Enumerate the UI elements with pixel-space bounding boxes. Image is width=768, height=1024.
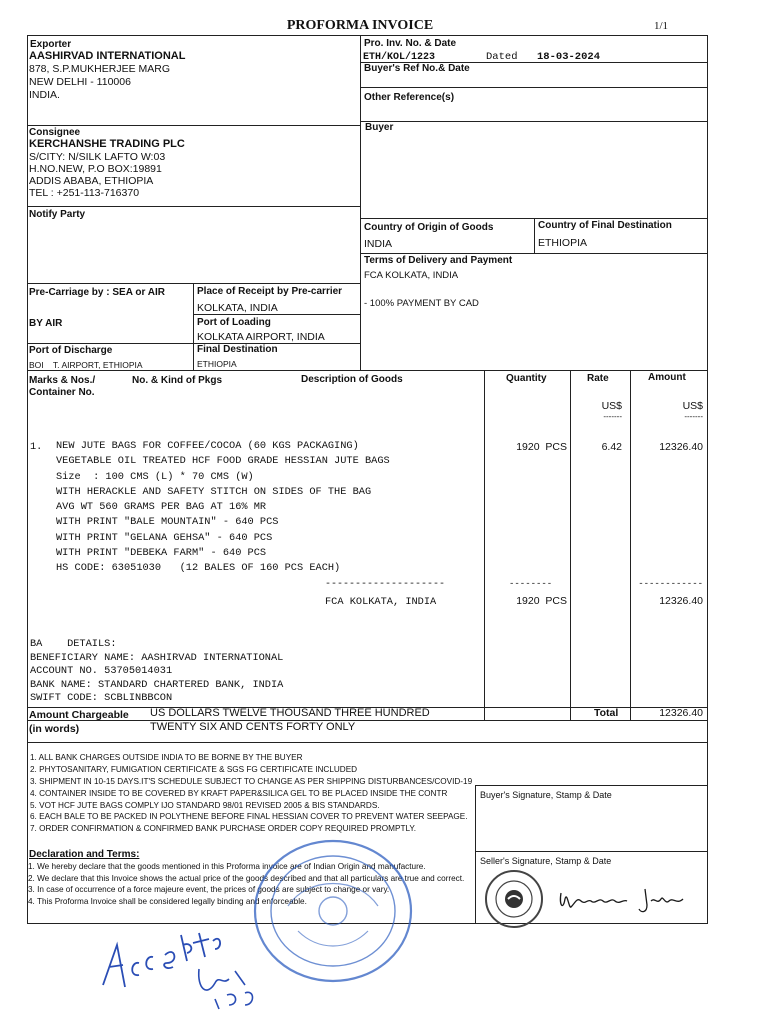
invoice-number-label: Pro. Inv. No. & Date — [364, 38, 457, 49]
bank-line: BANK NAME: STANDARD CHARTERED BANK, INDIA — [30, 678, 284, 691]
rate-currency: US$ — [601, 400, 622, 412]
goods-line: NEW JUTE BAGS FOR COFFEE/COCOA (60 KGS PACKAGING) — [56, 440, 359, 452]
buyer-ref-label: Buyer's Ref No.& Date — [364, 63, 470, 74]
buyer-signature-label: Buyer's Signature, Stamp & Date — [480, 790, 612, 800]
port-of-loading-label: Port of Loading — [197, 317, 271, 328]
description-label: Description of Goods — [301, 374, 403, 385]
subtotal-quantity: 1920 PCS — [516, 595, 567, 607]
consignee-label: Consignee — [29, 127, 81, 138]
item-quantity: 1920 PCS — [516, 441, 567, 453]
condition-item: 3. SHIPMENT IN 10-15 DAYS.IT'S SCHEDULE SUBJECT TO CHANGE AS PER SHIPPING DISTURBANCES/COVID-19 — [30, 776, 473, 786]
place-of-receipt-value: KOLKATA, INDIA — [197, 302, 278, 314]
condition-item: 5. VOT HCF JUTE BAGS COMPLY IJO STANDARD 98/01 REVISED 2005 & BIS STANDARDS. — [30, 800, 380, 810]
consignee-address-2: H.NO.NEW, P.O BOX:19891 — [29, 163, 162, 175]
total-label: Total — [594, 707, 619, 719]
payment-terms-value: - 100% PAYMENT BY CAD — [364, 298, 479, 309]
destination-value: ETHIOPIA — [538, 237, 588, 249]
exporter-address-2: NEW DELHI - 110006 — [29, 76, 131, 88]
bank-line: BENEFICIARY NAME: AASHIRVAD INTERNATIONAL — [30, 651, 284, 664]
condition-item: 2. PHYTOSANITARY, FUMIGATION CERTIFICATE & SGS FG CERTIFICATE INCLUDED — [30, 764, 358, 774]
condition-item: 7. ORDER CONFIRMATION & CONFIRMED BANK PURCHASE ORDER COPY REQUIRED PROMPTLY. — [30, 824, 417, 834]
origin-value: INDIA — [364, 238, 393, 250]
goods-line: WITH PRINT "BALE MOUNTAIN" - 640 PCS — [56, 516, 279, 529]
exporter-address-3: INDIA. — [29, 89, 60, 101]
kind-of-pkgs-label: No. & Kind of Pkgs — [132, 375, 222, 386]
destination-label: Country of Final Destination — [538, 220, 672, 231]
declaration-item: 3. In case of occurrence of a force majeure event, the prices of goods are subject to change or vary. — [28, 885, 390, 894]
in-words-label: (in words) — [29, 723, 80, 735]
goods-line: HS CODE: 63051030 (12 BALES OF 160 PCS EACH) — [56, 562, 341, 575]
port-of-discharge-label: Port of Discharge — [29, 345, 113, 356]
notify-party-label: Notify Party — [29, 209, 86, 220]
item-rate: 6.42 — [601, 441, 622, 453]
pre-carriage-value: BY AIR — [29, 318, 63, 329]
invoice-dated-label: Dated — [486, 51, 518, 63]
declaration-item: 4. This Proforma Invoice shall be considered legally binding and enforceable. — [28, 896, 307, 906]
item-amount: 12326.40 — [659, 441, 703, 453]
consignee-address-1: S/CITY: N/SILK LAFTO W:03 — [29, 151, 166, 163]
amount-label: Amount — [648, 372, 686, 383]
seller-signature-label: Seller's Signature, Stamp & Date — [480, 856, 612, 866]
origin-label: Country of Origin of Goods — [364, 222, 494, 233]
exporter-name: AASHIRVAD INTERNATIONAL — [29, 50, 186, 62]
condition-item: 4. CONTAINER INSIDE TO BE COVERED BY KRAFT PAPER&SILICA GEL TO BE PLACED INSIDE THE CONTR — [30, 788, 448, 798]
amount-divider: ------------ — [638, 579, 703, 589]
quantity-divider: -------- — [509, 579, 553, 589]
consignee-name: KERCHANSHE TRADING PLC — [29, 138, 185, 150]
company-stamp — [483, 868, 545, 930]
description-divider: -------------------- — [325, 579, 446, 590]
page-number: 1/1 — [654, 20, 669, 32]
amount-currency: US$ — [682, 400, 703, 412]
rate-underline: ------- — [603, 412, 622, 421]
invoice-number: ETH/KOL/1223 — [363, 52, 436, 63]
rate-label: Rate — [587, 373, 609, 384]
condition-item: 6. EACH BALE TO BE PACKED IN POLYTHENE BEFORE FINAL HESSIAN COVER TO PREVENT WATER SEEPAGE. — [30, 812, 468, 822]
goods-line: WITH PRINT "DEBEKA FARM" - 640 PCS — [56, 547, 267, 560]
quantity-label: Quantity — [506, 373, 547, 384]
consignee-phone: TEL : +251-113-716370 — [29, 187, 140, 199]
conditions-list — [30, 752, 472, 835]
goods-line: WITH PRINT "GELANA GEHSA" - 640 PCS — [56, 531, 273, 544]
final-destination-value: ETHIOPIA — [197, 359, 237, 369]
amount-words-line1: US DOLLARS TWELVE THOUSAND THREE HUNDRED — [150, 707, 430, 719]
declaration-item: 2. We declare that this Invoice shows the actual price of the goods described and that all particulars are true and correct. — [28, 873, 465, 883]
bank-details — [30, 638, 283, 706]
consignee-address-3: ADDIS ABABA, ETHIOPIA — [29, 175, 154, 187]
seller-signature — [555, 883, 695, 919]
item-number: 1. — [30, 441, 43, 453]
final-destination-label: Final Destination — [197, 344, 278, 355]
exporter-address-1: 878, S.P.MUKHERJEE MARG — [29, 63, 171, 75]
amount-chargeable-label: Amount Chargeable — [29, 709, 129, 721]
exporter-label: Exporter — [30, 39, 72, 50]
buyer-label: Buyer — [365, 122, 394, 133]
handwritten-accepted — [95, 905, 275, 1015]
goods-description — [56, 439, 390, 577]
amount-underline: ------- — [684, 412, 703, 421]
amount-words-line2: TWENTY SIX AND CENTS FORTY ONLY — [150, 721, 356, 733]
container-label: Container No. — [29, 387, 95, 398]
goods-line: AVG WT 560 GRAMS PER BAG AT 16% MR — [56, 501, 267, 514]
port-of-discharge-value: BOI T. AIRPORT, ETHIOPIA — [29, 360, 143, 370]
marks-label: Marks & Nos./ — [29, 375, 96, 386]
fca-terms: FCA KOLKATA, INDIA — [325, 596, 437, 608]
pre-carriage-label: Pre-Carriage by : SEA or AIR — [29, 287, 165, 298]
bank-line: BA DETAILS: — [30, 638, 117, 650]
port-of-loading-value: KOLKATA AIRPORT, INDIA — [197, 331, 325, 343]
document-title: PROFORMA INVOICE — [286, 18, 434, 33]
declaration-label: Declaration and Terms: — [29, 849, 140, 860]
goods-line: Size : 100 CMS (L) * 70 CMS (W) — [56, 470, 254, 483]
subtotal-amount: 12326.40 — [659, 595, 703, 607]
terms-delivery-label: Terms of Delivery and Payment — [364, 255, 513, 266]
invoice-date: 18-03-2024 — [537, 51, 601, 63]
bank-line: SWIFT CODE: SCBLINBBCON — [30, 692, 173, 704]
condition-item: 1. ALL BANK CHARGES OUTSIDE INDIA TO BE BORNE BY THE BUYER — [30, 753, 303, 762]
declaration-item: 1. We hereby declare that the goods mentioned in this Proforma invoice are of Indian Origin and manufacture. — [28, 862, 426, 871]
other-reference-label: Other Reference(s) — [364, 92, 455, 103]
bank-line: ACCOUNT NO. 53705014031 — [30, 665, 173, 677]
goods-line: WITH HERACKLE AND SAFETY STITCH ON SIDES OF THE BAG — [56, 485, 372, 498]
total-amount: 12326.40 — [659, 707, 703, 719]
place-of-receipt-label: Place of Receipt by Pre-carrier — [197, 286, 343, 297]
goods-line: VEGETABLE OIL TREATED HCF FOOD GRADE HESSIAN JUTE BAGS — [56, 455, 390, 468]
delivery-terms-value: FCA KOLKATA, INDIA — [364, 270, 459, 281]
